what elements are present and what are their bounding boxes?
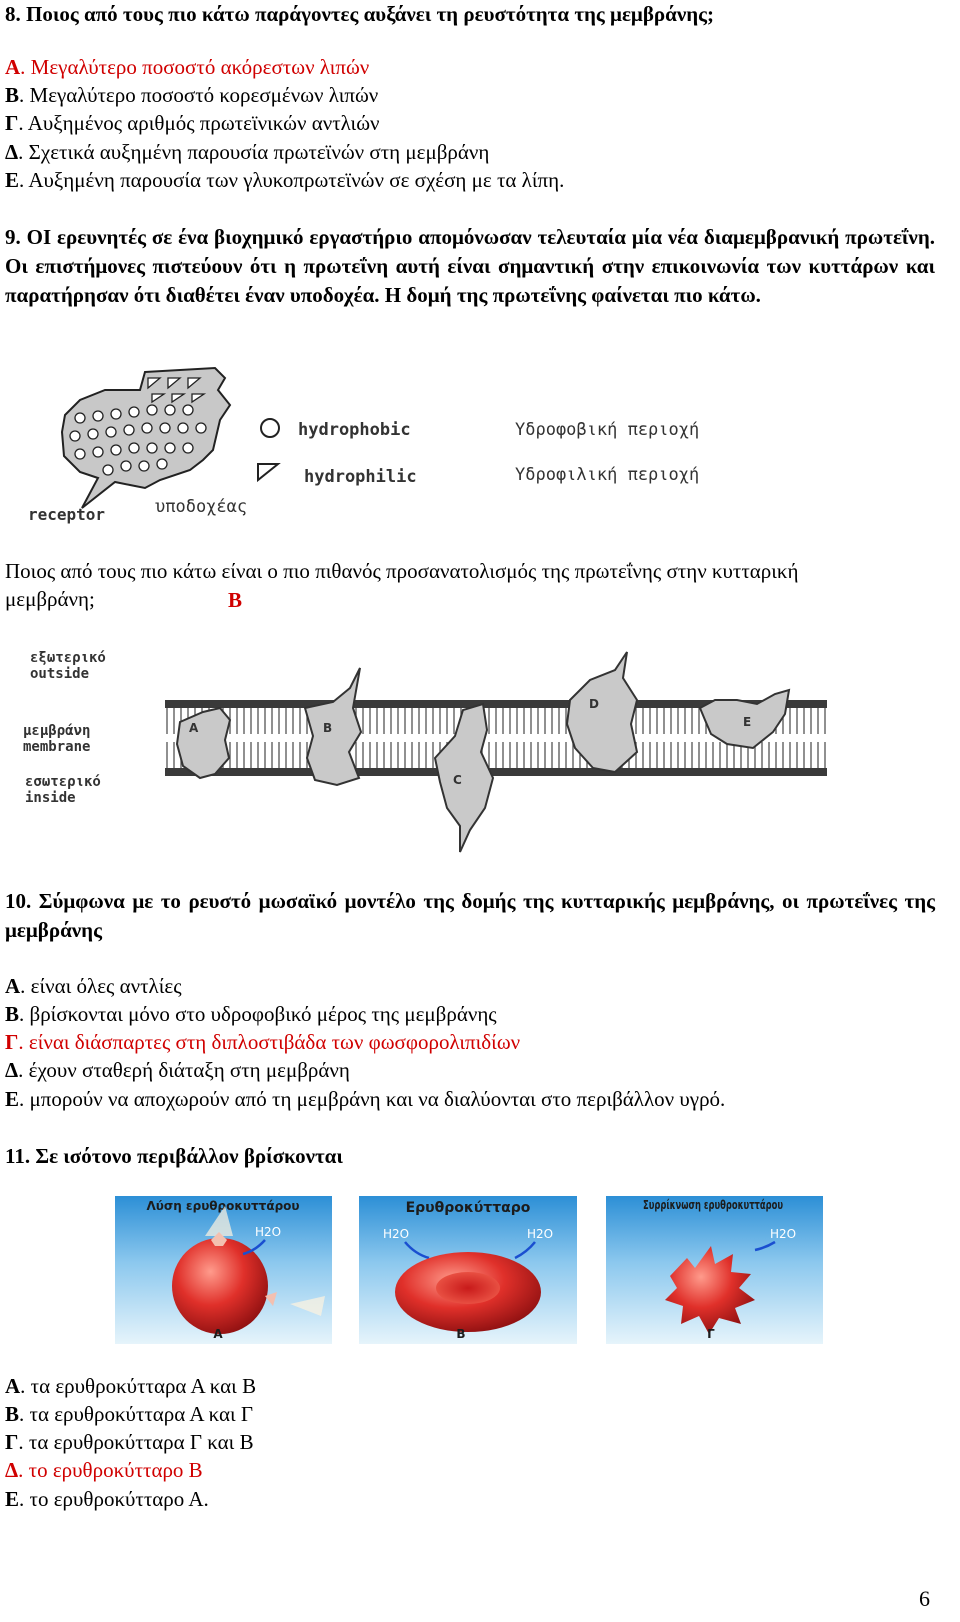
protein-label-a: A <box>189 721 199 735</box>
option-text: . τα ερυθροκύτταρα Α και Γ <box>19 1402 254 1426</box>
panel-a-letter: Α <box>213 1327 223 1341</box>
protein-b <box>305 668 361 785</box>
q9-subquestion-line <box>5 557 865 613</box>
option-text: . τα ερυθροκύτταρα Γ και Β <box>18 1430 254 1454</box>
q11-option-a <box>5 1372 256 1400</box>
q11-option-b <box>5 1400 253 1428</box>
membrane-orientation-figure <box>15 640 835 855</box>
panel-a-water: H2O <box>255 1225 282 1239</box>
outside-label-gr: εξωτερικό <box>30 650 106 666</box>
hydrophobic-label-gr: Υδροφοβική περιοχή <box>515 420 700 440</box>
option-text: . έχουν σταθερή διάταξη στη μεμβράνη <box>18 1058 350 1082</box>
panel-c-shrinkage <box>606 1196 823 1344</box>
q8-option-b <box>5 81 378 109</box>
protein-shape <box>62 368 230 508</box>
panel-b-title: Ερυθροκύτταρο <box>405 1200 531 1216</box>
protein-label-b: B <box>323 721 333 735</box>
q9-question: 9. ΟΙ ερευνητές σε ένα βιοχημικό εργαστήριο απομόνωσαν τελευταία μία νέα διαμεμβρανική πρωτεΐνη. Οι επιστήμονες πιστεύουν ότι η πρωτεΐνη αυτή είναι σημαντική στην επικοινωνία των κυττάρων και παρατήρησαν ότι διαθέτει έναν υποδοχέα. Η δομή της πρωτεΐνης φαίνεται πιο κάτω. <box>5 225 935 307</box>
panel-a-title: Λύση ερυθροκυττάρου <box>146 1199 300 1213</box>
panel-c-water: H2O <box>770 1227 797 1241</box>
option-letter: Α <box>5 974 21 998</box>
inside-label: inside <box>25 790 76 806</box>
membrane-label: membrane <box>23 739 91 755</box>
option-letter: Α <box>5 55 21 79</box>
red-blood-cells-figure <box>115 1196 825 1344</box>
q10-question: 10. Σύμφωνα με το ρευστό μωσαϊκό μοντέλο της δομής της κυτταρικής μεμβράνης, οι πρωτεΐνες της μεμβράνης <box>5 889 935 942</box>
protein-structure-figure <box>20 360 820 530</box>
q11-question: 11. Σε ισότονο περιβάλλον βρίσκονται <box>5 1144 343 1168</box>
protein-a <box>177 708 230 778</box>
option-letter: Ε <box>5 1087 20 1111</box>
option-letter: Β <box>5 1402 20 1426</box>
q9-subquestion: Ποιος από τους πιο κάτω είναι ο πιο πιθανός προσανατολισμός της πρωτεΐνης στην κυτταρική μεμβράνη; <box>5 559 799 611</box>
option-text: . είναι διάσπαρτες στη διπλοστιβάδα των φωσφορολιπιδίων <box>18 1030 521 1054</box>
q8-question: 8. Ποιος από τους πιο κάτω παράγοντες αυξάνει τη ρευστότητα της μεμβράνης; <box>5 2 715 26</box>
option-letter: Β <box>5 83 20 107</box>
q10-option-a <box>5 972 182 1000</box>
panel-b-water-left: H2O <box>383 1227 410 1241</box>
option-letter: Ε <box>5 1487 20 1511</box>
panel-c-title: Συρρίκνωση ερυθροκυττάρου <box>643 1198 783 1212</box>
option-text: . είναι όλες αντλίες <box>20 974 182 998</box>
q10-option-d <box>5 1056 350 1084</box>
q10-option-c <box>5 1028 520 1056</box>
hydrophobic-label: hydrophobic <box>298 420 411 440</box>
option-letter: Ε <box>5 168 20 192</box>
q11-option-c <box>5 1428 254 1456</box>
protein-d <box>567 652 637 772</box>
option-letter: Γ <box>5 1030 19 1054</box>
option-text: . τα ερυθροκύτταρα Α και Β <box>20 1374 257 1398</box>
q9-answer: Β <box>228 588 243 612</box>
option-text: . Αυξημένος αριθμός πρωτεϊνικών αντλιών <box>18 111 380 135</box>
option-letter: Δ <box>5 1458 19 1482</box>
lysing-cell <box>172 1238 268 1334</box>
receptor-label: receptor <box>28 505 106 524</box>
q8-option-e <box>5 166 564 194</box>
panel-b-letter: Β <box>456 1327 466 1341</box>
panel-b-water-right: H2O <box>527 1227 554 1241</box>
option-text: . Αυξημένη παρουσία των γλυκοπρωτεϊνών σε σχέση με τα λίπη. <box>19 168 565 192</box>
hydrophilic-label-gr: Υδροφιλική περιοχή <box>515 465 700 485</box>
option-letter: Δ <box>5 140 19 164</box>
membrane-label-gr: μεμβράνη <box>23 723 91 739</box>
outside-label: outside <box>30 666 90 682</box>
q10-option-e <box>5 1085 725 1113</box>
option-text: . το ερυθροκύτταρο Β <box>18 1458 203 1482</box>
option-letter: Δ <box>5 1058 19 1082</box>
inside-label-gr: εσωτερικό <box>25 774 101 790</box>
option-text: . μπορούν να αποχωρούν από τη μεμβράνη και να διαλύονται στο περιβάλλον υγρό. <box>19 1087 726 1111</box>
protein-c <box>435 704 493 852</box>
q10-option-b <box>5 1000 497 1028</box>
protein-label-e: E <box>743 715 752 729</box>
panel-c-letter: Γ <box>707 1327 715 1341</box>
hydrophilic-legend-symbol <box>258 464 278 480</box>
option-text: . το ερυθροκύτταρο Α. <box>19 1487 209 1511</box>
protein-label-c: C <box>453 773 462 787</box>
q11-option-d <box>5 1456 203 1484</box>
q8-option-d <box>5 138 489 166</box>
hydrophobic-legend-symbol <box>261 419 279 437</box>
option-text: . Μεγαλύτερο ποσοστό κορεσμένων λιπών <box>19 83 379 107</box>
option-letter: Γ <box>5 111 19 135</box>
option-letter: Α <box>5 1374 21 1398</box>
protein-label-d: D <box>589 697 599 711</box>
option-text: . βρίσκονται μόνο στο υδροφοβικό μέρος της μεμβράνης <box>19 1002 497 1026</box>
hydrophilic-label: hydrophilic <box>304 467 417 487</box>
option-letter: Γ <box>5 1430 19 1454</box>
panel-b-normal <box>359 1196 577 1344</box>
q11-option-e <box>5 1485 209 1513</box>
page-number: 6 <box>919 1586 930 1611</box>
q8-option-c <box>5 109 380 137</box>
q8-option-a <box>5 53 369 81</box>
option-text: . Μεγαλύτερο ποσοστό ακόρεστων λιπών <box>20 55 370 79</box>
option-letter: Β <box>5 1002 20 1026</box>
receptor-label-gr: υποδοχέας <box>155 497 248 517</box>
panel-a-lysis <box>115 1196 332 1344</box>
option-text: . Σχετικά αυξημένη παρουσία πρωτεϊνών στη μεμβράνη <box>18 140 490 164</box>
